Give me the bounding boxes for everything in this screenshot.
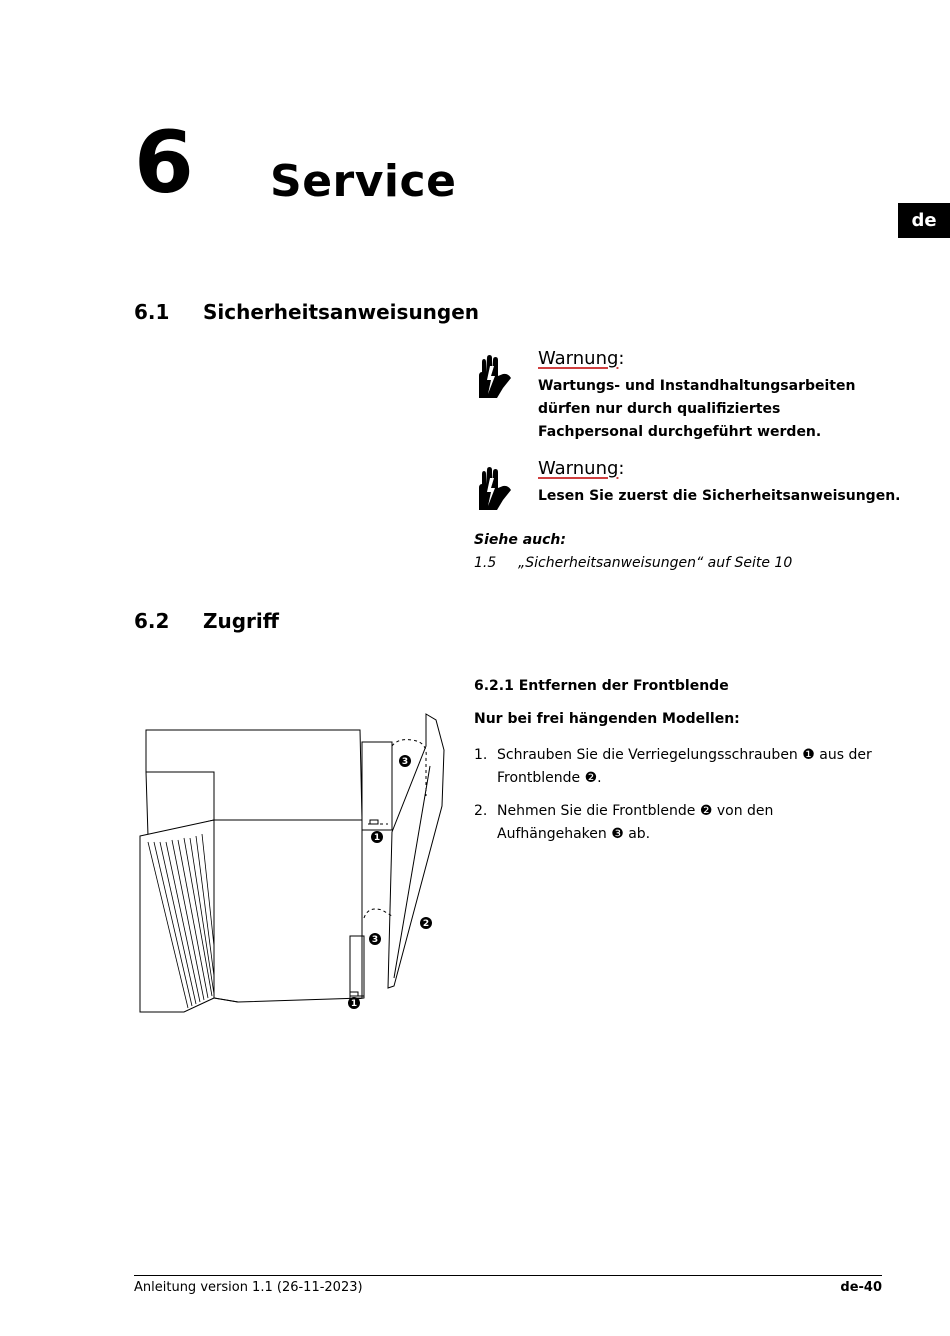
front-panel-removal-illustration	[130, 706, 470, 1024]
section-number-6-2: 6.2	[134, 609, 170, 633]
chapter-title: Service	[270, 156, 457, 207]
subsection-heading: 6.2.1 Entfernen der Frontblende	[474, 678, 729, 694]
hand-warning-icon	[473, 466, 517, 516]
svg-text:3: 3	[401, 757, 409, 767]
footer-divider	[134, 1275, 882, 1276]
svg-text:1: 1	[350, 999, 358, 1009]
svg-text:2: 2	[422, 919, 430, 929]
warning-heading: Warnung:	[538, 458, 625, 479]
hand-warning-icon	[473, 354, 517, 404]
svg-text:3: 3	[371, 935, 379, 945]
chapter-number: 6	[134, 113, 194, 213]
warning-text: Lesen Sie zuerst die Sicherheitsanweisungen.	[538, 488, 901, 504]
see-also-label: Siehe auch:	[474, 532, 566, 548]
step-1: 1. Schrauben Sie die Verriegelungsschrauben ❶ aus der Frontblende ❷.	[474, 747, 872, 786]
section-title-access: Zugriff	[203, 609, 279, 633]
svg-text:1: 1	[373, 833, 381, 843]
warning-heading: Warnung:	[538, 348, 625, 369]
language-tab: de	[898, 203, 950, 238]
section-title-safety: Sicherheitsanweisungen	[203, 300, 480, 324]
warning-text: Wartungs- und Instandhaltungsarbeiten dürfen nur durch qualifiziertes Fachpersonal durchgeführt werden.	[538, 378, 856, 440]
page-number: de-40	[840, 1280, 882, 1295]
step-2: 2. Nehmen Sie die Frontblende ❷ von den Aufhängehaken ❸ ab.	[474, 803, 774, 842]
footer-version: Anleitung version 1.1 (26-11-2023)	[134, 1280, 363, 1295]
cross-reference-link[interactable]: 1.5 „Sicherheitsanweisungen“ auf Seite 10	[474, 555, 793, 571]
section-number-6-1: 6.1	[134, 300, 170, 324]
model-note: Nur bei frei hängenden Modellen:	[474, 711, 740, 727]
